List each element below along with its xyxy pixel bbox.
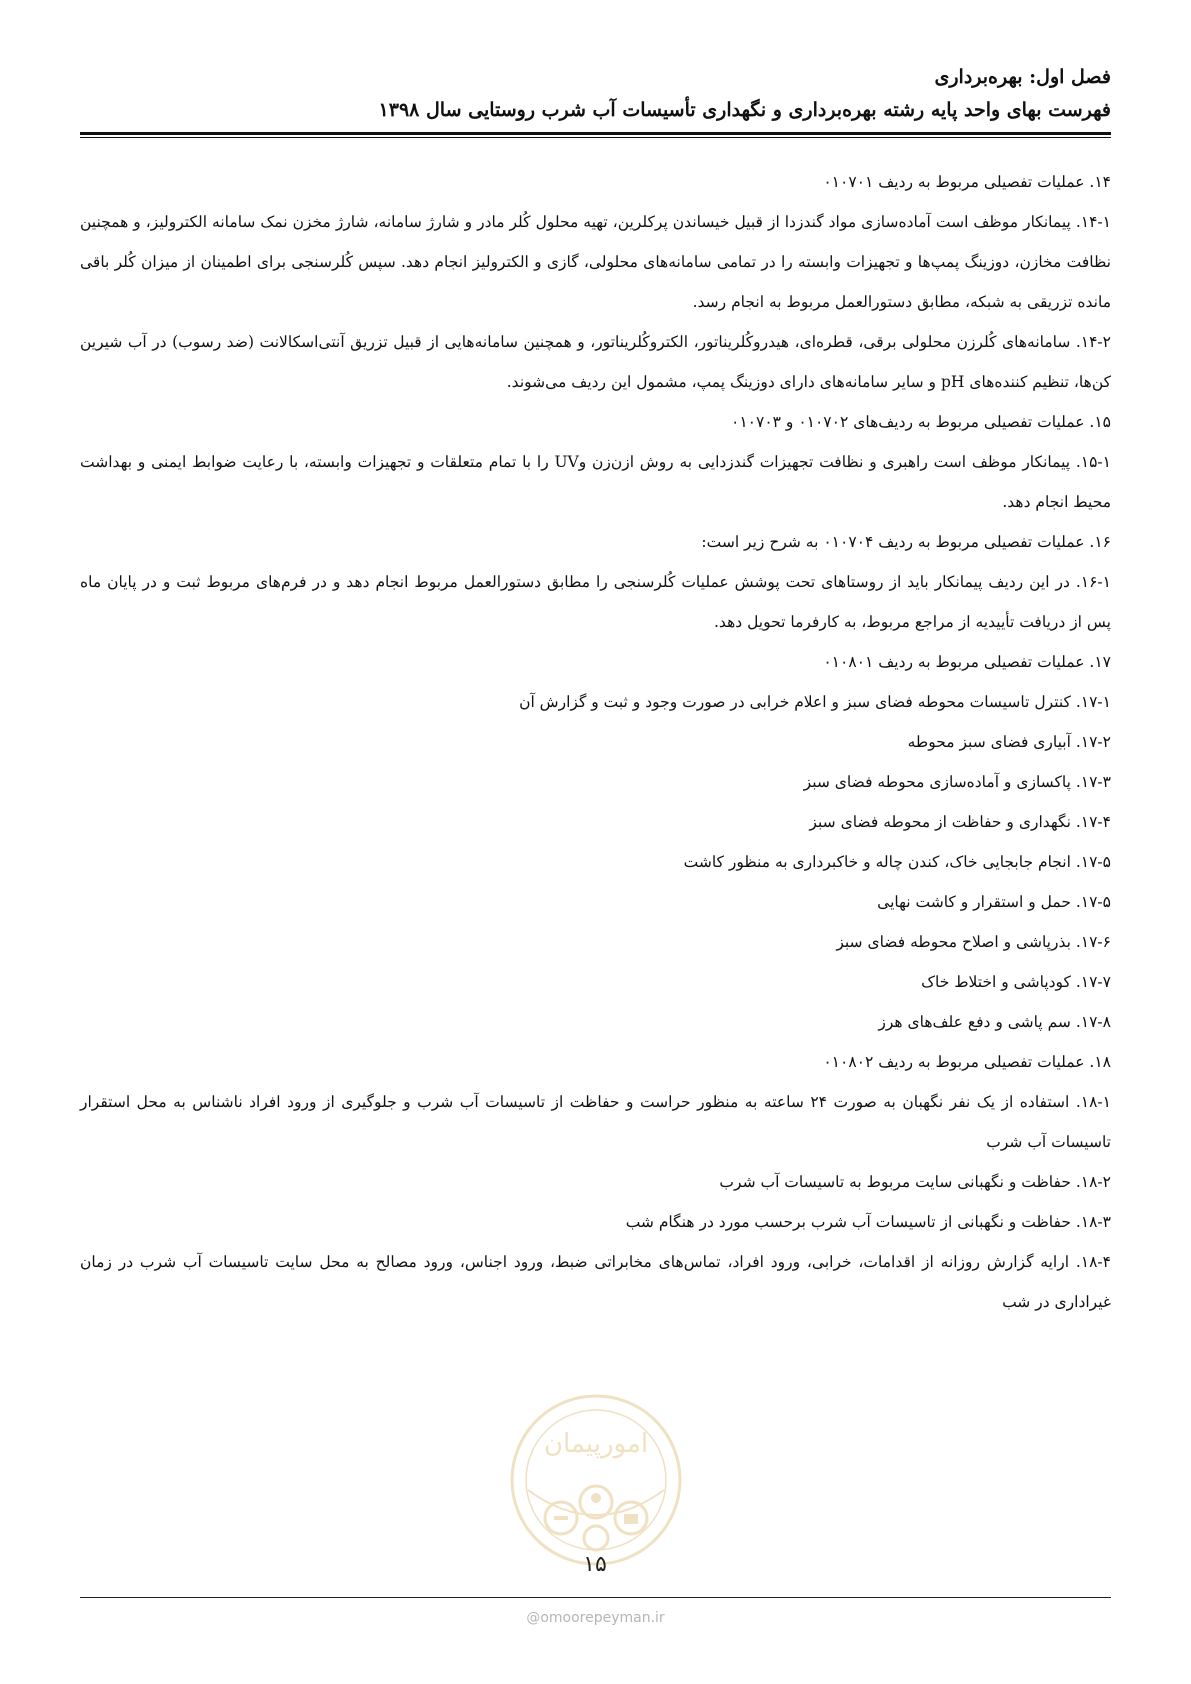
header-rule-thick (80, 132, 1111, 135)
page-number: ۱۵ (583, 1552, 607, 1577)
list-item: ۱۸-۱. استفاده از یک نفر نگهبان به صورت ۲۴ ساعته به منظور حراست و حفاظت از تاسیسات آب شرب و جلوگیری از ورود افراد ناشناس به محل استقرار تاسیسات آب شرب (80, 1093, 1111, 1151)
list-item: ۱۷-۲. آبیاری فضای سبز محوطه (907, 733, 1111, 751)
list-item: ۱۸-۲. حفاظت و نگهبانی سایت مربوط به تاسیسات آب شرب (719, 1173, 1111, 1191)
omoorepeyman-logo (506, 1390, 686, 1570)
footer-rule (80, 1597, 1111, 1598)
list-item: ۱۷-۸. سم پاشی و دفع علف‌های هرز (878, 1013, 1111, 1031)
section-heading: ۱۵. عملیات تفصیلی مربوط به ردیف‌های ۰۱۰۷۰۲ و ۰۱۰۷۰۳ (731, 413, 1111, 431)
paragraph: ۱۶-۱. در این ردیف پیمانکار باید از روستاهای تحت پوشش عملیات کُلرسنجی را مطابق دستورالعمل مربوط انجام دهد و در فرم‌های مربوط ثبت و در پایان ماه پس از دریافت تأییدیه از مراجع مربوط، به کارفرما تحویل دهد. (80, 573, 1111, 631)
paragraph: ۱۴-۱. پیمانکار موظف است آماده‌سازی مواد گندزدا از قبیل خیساندن پرکلرین، تهیه محلول کُلر مادر و شارژ سامانه، شارژ مخزن نمک سامانه الکترولیز، و همچنین نظافت مخازن، دوزینگ پمپ‌ها و تجهیزات وابسته را در تمامی سامانه‌های محلولی، گازی و الکترولیز انجام دهد. سپس کُلرسنجی برای اطمینان از میزان کُلر باقی مانده تزریقی به شبکه، مطابق دستورالعمل مربوط به انجام رسد. (80, 213, 1111, 311)
logo-text: امورپیمان (543, 1429, 649, 1459)
paragraph: ۱۵-۱. پیمانکار موظف است راهبری و نظافت تجهیزات گندزدایی به روش ازن‌زن وUV را با تمام متعلقات و تجهیزات وابسته، با رعایت ضوابط ایمنی و بهداشت محیط انجام دهد. (80, 453, 1111, 511)
list-item: ۱۷-۵. حمل و استقرار و کاشت نهایی (877, 893, 1111, 911)
list-item: ۱۷-۶. بذرپاشی و اصلاح محوطه فضای سبز (836, 933, 1111, 951)
list-item: ۱۷-۷. کودپاشی و اختلاط خاک (921, 973, 1111, 991)
list-item: ۱۷-۵. انجام جابجایی خاک، کندن چاله و خاکبرداری به منظور کاشت (683, 853, 1111, 871)
site-watermark: @omoorepeyman.ir (526, 1610, 665, 1626)
list-item: ۱۷-۱. کنترل تاسیسات محوطه فضای سبز و اعلام خرابی در صورت وجود و ثبت و گزارش آن (519, 693, 1111, 711)
section-heading: ۱۷. عملیات تفصیلی مربوط به ردیف ۰۱۰۸۰۱ (823, 653, 1111, 671)
document-title: فهرست بهای واحد پایه رشته بهره‌برداری و نگهداری تأسیسات آب شرب روستایی سال ۱۳۹۸ (378, 99, 1111, 121)
page-header (80, 62, 1111, 126)
document-body (80, 162, 1111, 1322)
list-item: ۱۷-۳. پاکسازی و آماده‌سازی محوطه فضای سبز (803, 773, 1111, 791)
list-item: ۱۷-۴. نگهداری و حفاظت از محوطه فضای سبز (809, 813, 1111, 831)
section-heading: ۱۶. عملیات تفصیلی مربوط به ردیف ۰۱۰۷۰۴ به شرح زیر است: (701, 533, 1111, 551)
section-heading: ۱۸. عملیات تفصیلی مربوط به ردیف ۰۱۰۸۰۲ (823, 1053, 1111, 1071)
list-item: ۱۸-۳. حفاظت و نگهبانی از تاسیسات آب شرب برحسب مورد در هنگام شب (625, 1213, 1111, 1231)
section-heading: ۱۴. عملیات تفصیلی مربوط به ردیف ۰۱۰۷۰۱ (823, 173, 1111, 191)
chapter-title: فصل اول: بهره‌برداری (934, 66, 1111, 88)
list-item: ۱۸-۴. ارایه گزارش روزانه از اقدامات، خرابی، ورود افراد، تماس‌های مخابراتی ضبط، ورود اجناس، ورود مصالح به محل سایت تاسیسات آب شرب در زمان غیراداری در شب (80, 1253, 1111, 1311)
paragraph: ۱۴-۲. سامانه‌های کُلرزن محلولی برقی، قطره‌ای، هیدروکُلریناتور، الکتروکُلریناتور، و همچنین سامانه‌هایی از قبیل تزریق آنتی‌اسکالانت (ضد رسوب) در آب شیرین کن‌ها، تنظیم کننده‌های pH و سایر سامانه‌های دارای دوزینگ پمپ، مشمول این ردیف می‌شوند. (80, 333, 1111, 391)
header-rule-thin (80, 137, 1111, 138)
